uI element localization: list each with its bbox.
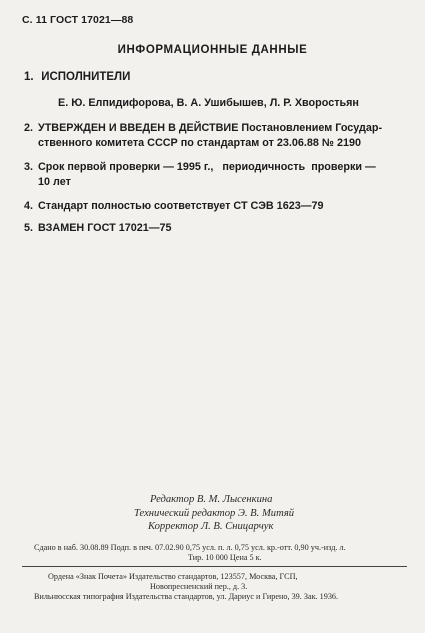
imprint-line-2: Тир. 10 000 Цена 5 к. [188, 553, 262, 562]
section-2-line-2: ственного комитета СССР по стандартам от 23.06.88 № 2190 [38, 137, 361, 149]
section-5 [24, 222, 172, 234]
publisher-line-3: Вильнюсская типография Издательства стандартов, ул. Дариус и Гирено, 39. Зак. 1936. [34, 592, 339, 601]
section-3-number: 3. [24, 161, 34, 173]
divider [22, 566, 407, 567]
section-1 [24, 71, 130, 83]
page-title: ИНФОРМАЦИОННЫЕ ДАННЫЕ [117, 44, 308, 56]
corrector-name: Л. В. Сницарчук [200, 521, 274, 532]
corrector-label: Корректор [148, 521, 199, 532]
section-4-text: Стандарт полностью соответствует СТ СЭВ 1623—79 [38, 200, 324, 212]
section-1-number: 1. [24, 71, 34, 83]
section-4 [24, 200, 324, 212]
authors-line: Е. Ю. Елпидифорова, В. А. Ушибышев, Л. Р. Хворостьян [58, 97, 359, 109]
tech-editor-line [134, 508, 294, 519]
section-3 [24, 161, 376, 173]
publisher-line-2: Новопресненский пер., д. 3. [150, 582, 248, 591]
imprint-line-1: Сдано в наб. 30.08.89 Подп. в печ. 07.02.90 0,75 усл. п. л. 0,75 усл. кр.-отт. 0,90 уч.-изд. л. [34, 543, 346, 552]
section-5-number: 5. [24, 222, 34, 234]
section-5-text: ВЗАМЕН ГОСТ 17021—75 [38, 222, 172, 234]
section-2 [24, 122, 382, 134]
tech-editor-name: Э. В. Митяй [237, 508, 295, 519]
section-2-bold-text: УТВЕРЖДЕН И ВВЕДЕН В ДЕЙСТВИЕ [38, 122, 239, 134]
section-3-text: Срок первой проверки — 1995 г., периодичность проверки — [38, 161, 376, 173]
corrector-line [148, 521, 273, 532]
section-1-title: ИСПОЛНИТЕЛИ [41, 71, 131, 83]
tech-editor-label: Технический редактор [134, 508, 236, 519]
editor-label: Редактор [150, 494, 195, 505]
section-3-line-2: 10 лет [38, 176, 71, 188]
section-4-number: 4. [24, 200, 34, 212]
publisher-line-1: Ордена «Знак Почета» Издательство стандартов, 123557, Москва, ГСП, [48, 572, 298, 581]
section-2-text: Постановлением Государ- [238, 122, 383, 134]
editor-name: В. М. Лысенкина [196, 494, 273, 505]
section-2-number: 2. [24, 122, 34, 134]
page-header: С. 11 ГОСТ 17021—88 [22, 14, 134, 26]
editor-line [150, 494, 272, 505]
